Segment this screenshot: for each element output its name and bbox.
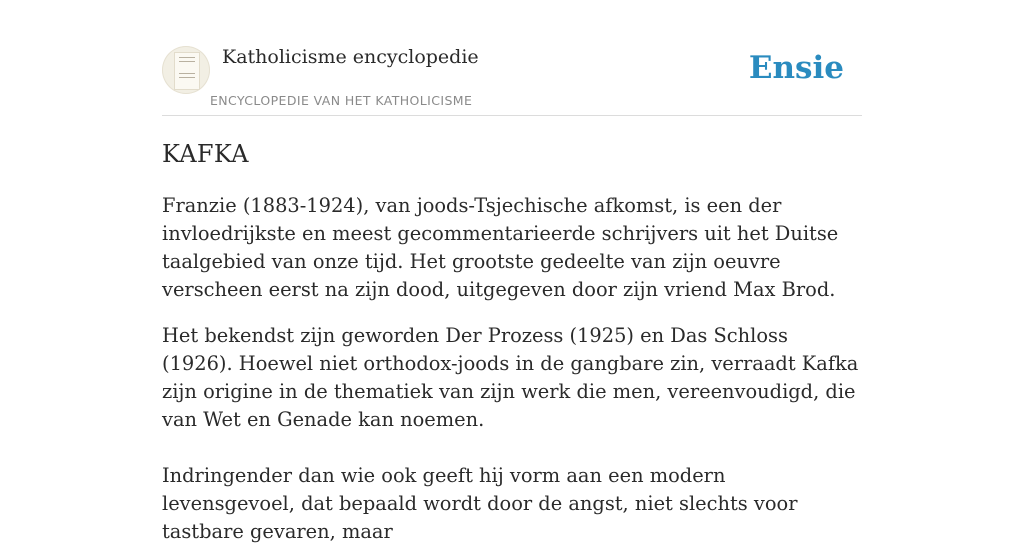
site-title[interactable]: Katholicisme encyclopedie [222,46,479,68]
entry-paragraph: Het bekendst zijn geworden Der Prozess (1925) en Das Schloss (1926). Hoewel niet orthodox-joods in de gangbare zin, verraadt Kafka zijn origine in de thematiek van zijn werk die men, vereenvoudigd, die van Wet en Genade kan noemen. [162,324,859,431]
entry-paragraph: Franzie (1883-1924), van joods-Tsjechische afkomst, is een der invloedrijkste en meest gecommentarieerde schrijvers uit het Duitse taalgebied van onze tijd. Het grootste gedeelte van zijn oeuvre verscheen eerst na zijn dood, uitgegeven door zijn vriend Max Brod. [162,194,839,301]
entry [162,140,862,546]
site-header [162,46,862,116]
entry-paragraph: Indringender dan wie ook geeft hij vorm aan een modern levensgevoel, dat bepaald wordt door de angst, niet slechts voor tastbare gevaren, maar [162,464,798,543]
book-cover-image [174,52,200,90]
entry-title: KAFKA [162,140,249,168]
site-subtitle: ENCYCLOPEDIE VAN HET KATHOLICISME [210,93,473,108]
brand-logo-link[interactable]: Ensie [748,50,844,86]
book-cover-icon[interactable] [162,46,210,94]
page [162,0,862,546]
